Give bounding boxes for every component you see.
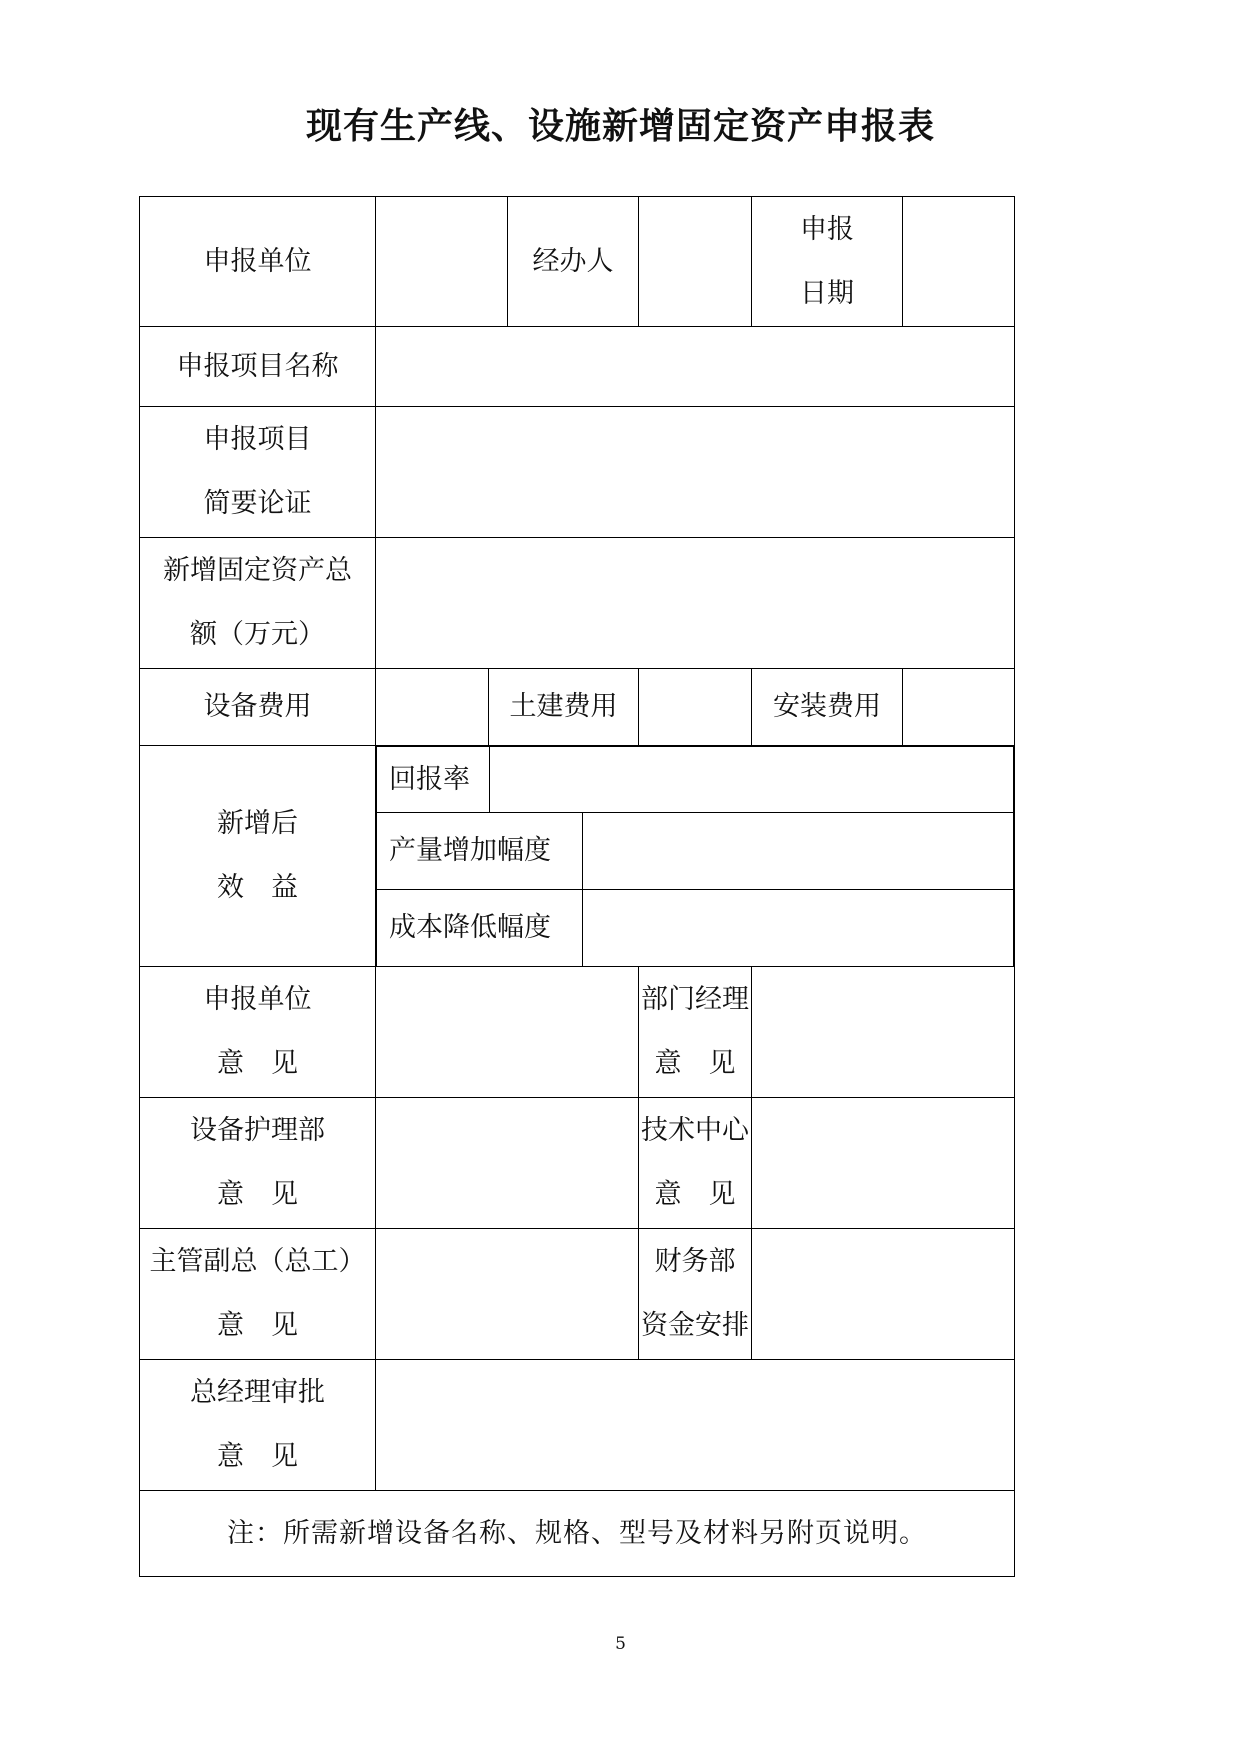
civil-cost-label: 土建费用	[489, 669, 639, 746]
unit-opinion-label-line1: 申报单位	[203, 984, 312, 1015]
tech-center-label-line1: 技术中心	[641, 1115, 749, 1146]
note-text: 注：所需新增设备名称、规格、型号及材料另附页说明。	[140, 1491, 1015, 1577]
install-cost-field[interactable]	[903, 669, 1015, 746]
return-rate-field[interactable]	[490, 747, 1014, 813]
row-total-amount	[140, 538, 1015, 669]
output-increase-field[interactable]	[583, 813, 1014, 890]
row-deputy-opinion	[140, 1229, 1015, 1360]
deputy-label-line1: 主管副总（总工）	[149, 1246, 366, 1277]
row-costs	[140, 669, 1015, 746]
dept-manager-label	[639, 967, 752, 1098]
gm-approval-label-line2: 意 见	[217, 1441, 298, 1472]
unit-opinion-label	[140, 967, 376, 1098]
row-project-brief	[140, 407, 1015, 538]
dept-manager-label-line1: 部门经理	[641, 984, 749, 1015]
application-date-field[interactable]	[903, 197, 1015, 327]
application-form-table	[139, 196, 1015, 1577]
row-unit-opinion	[140, 967, 1015, 1098]
tech-center-label-line2: 意 见	[654, 1179, 736, 1210]
tech-center-field[interactable]	[752, 1098, 1015, 1229]
cost-reduction-field[interactable]	[583, 890, 1014, 966]
civil-cost-field[interactable]	[639, 669, 752, 746]
row-note	[140, 1491, 1015, 1577]
equipment-cost-field[interactable]	[376, 669, 489, 746]
benefits-label-line1: 新增后	[217, 808, 298, 839]
benefits-label-line2: 效 益	[217, 872, 298, 903]
handler-field[interactable]	[639, 197, 752, 327]
row-benefits	[140, 746, 1015, 967]
gm-approval-field[interactable]	[376, 1360, 1015, 1491]
application-date-label-line2: 日期	[800, 277, 854, 309]
total-amount-field[interactable]	[376, 538, 1015, 669]
project-brief-label-line1: 申报项目	[203, 424, 312, 455]
tech-center-label	[639, 1098, 752, 1229]
total-amount-label-line1: 新增固定资产总	[163, 555, 352, 586]
dept-manager-field[interactable]	[752, 967, 1015, 1098]
row-applicant	[140, 197, 1015, 327]
row-equipment-dept-opinion	[140, 1098, 1015, 1229]
finance-label	[639, 1229, 752, 1360]
deputy-field[interactable]	[376, 1229, 639, 1360]
total-amount-label-line2: 额（万元）	[190, 619, 325, 650]
applicant-unit-label: 申报单位	[140, 197, 376, 327]
benefits-subtable-cell	[376, 746, 1015, 967]
page-number: 5	[615, 1634, 626, 1654]
row-project-name	[140, 327, 1015, 407]
equipment-cost-label: 设备费用	[140, 669, 376, 746]
finance-label-line1: 财务部	[654, 1246, 736, 1277]
finance-field[interactable]	[752, 1229, 1015, 1360]
cost-reduction-label: 成本降低幅度	[377, 890, 583, 966]
return-rate-label: 回报率	[377, 747, 490, 813]
output-increase-label: 产量增加幅度	[377, 813, 583, 890]
benefits-subtable	[376, 746, 1014, 966]
unit-opinion-field[interactable]	[376, 967, 639, 1098]
project-brief-label	[140, 407, 376, 538]
total-amount-label	[140, 538, 376, 669]
row-gm-approval	[140, 1360, 1015, 1491]
equipment-dept-label-line1: 设备护理部	[190, 1115, 325, 1146]
project-name-label: 申报项目名称	[140, 327, 376, 407]
project-name-field[interactable]	[376, 327, 1015, 407]
page-title: 现有生产线、设施新增固定资产申报表	[305, 106, 935, 147]
equipment-dept-label-line2: 意 见	[217, 1179, 298, 1210]
unit-opinion-label-line2: 意 见	[217, 1048, 298, 1079]
equipment-dept-field[interactable]	[376, 1098, 639, 1229]
dept-manager-label-line2: 意 见	[654, 1048, 736, 1079]
handler-label: 经办人	[508, 197, 639, 327]
finance-label-line2: 资金安排	[641, 1310, 749, 1341]
gm-approval-label-line1: 总经理审批	[190, 1377, 325, 1408]
install-cost-label: 安装费用	[752, 669, 903, 746]
application-date-label	[752, 197, 903, 327]
benefits-label	[140, 746, 376, 967]
gm-approval-label	[140, 1360, 376, 1491]
project-brief-field[interactable]	[376, 407, 1015, 538]
deputy-label	[140, 1229, 376, 1360]
deputy-label-line2: 意 见	[217, 1310, 298, 1341]
applicant-unit-field[interactable]	[376, 197, 508, 327]
equipment-dept-label	[140, 1098, 376, 1229]
application-date-label-line1: 申报	[800, 213, 854, 245]
project-brief-label-line2: 简要论证	[203, 488, 312, 519]
